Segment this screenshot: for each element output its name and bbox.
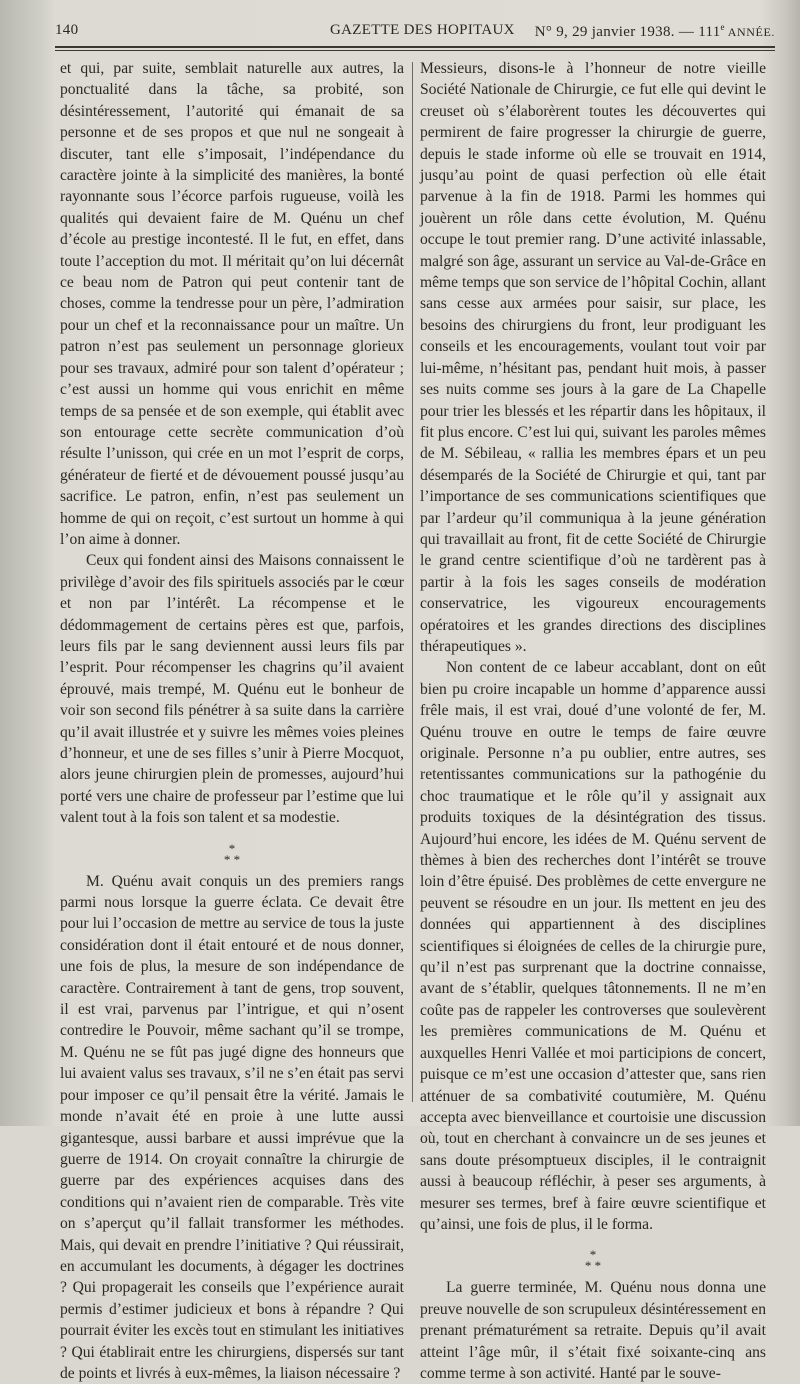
issue-date: N° 9, 29 janvier 1938. — 111 [534,24,721,40]
section-separator: * * * [223,840,241,867]
header-rule-thick [55,46,775,48]
paragraph: Ceux qui fondent ainsi des Maisons connaissent le privilège d’avoir des fils spirituels associés par le cœur et non par l’intérêt. La récompense et le dédommagement de certains pères est que, parfois, leurs fils par le sang deviennent aussi leurs fils par l’esprit. Pour récompenser les chagrins qu’il avaient éprouvé, mais trempé, M. Quénu eut le bonheur de voir son second fils pénétrer à sa suite dans la carrière qu’il avait illustrée et y suivre les mêmes voies pleines d’honneur, et une de ses filles s’unir à Pierre Mocquot, alors jeune chirurgien plein de promesses, aujourd’hui porté vers une chaire de professeur par l’estime que lui valent tout à la fois son talent et sa modestie. [60,552,404,827]
paragraph: M. Quénu avait conquis un des premiers rangs parmi nous lorsque la guerre éclata. Ce devait être pour lui l’occasion de mettre au service de tous la juste considération dont il était entouré et de nous donner, une fois de plus, la mesure de son indépendance de caractère. Contrairement à tant de gens, trop souvent, il est vrai, parvenus par l’intrigue, et qui n’osent contredire le Pouvoir, même sachant qu’il se trompe, M. Quénu ne se fût pas jugé digne des honneurs que lui avaient valus ses travaux, s’il ne s’en était pas servi pour imposer ce qu’il pensait être la vérité. Jamais le monde n’avait été en proie à une lutte aussi gigantesque, aussi barbare et aussi imprévue que la guerre de 1914. On croyait connaître la chirurgie de guerre par des expériences acquises dans des conditions qui n’avaient rien de comparable. Très vite on s’aperçut qu’il fallait transformer les méthodes. Mais, qui devait en prendre l’initiative ? Qui réussirait, en accumulant les documents, à dégager les doctrines ? Qui propagerait les conseils que l’expérience aurait permis d’estimer judicieux et bons à répandre ? Qui pourrait éviter les excès tout en stimulant les initiatives ? Qui établirait entre les chirurgiens, dispersés sur tant de points et livrés à eux-mêmes, la liaison nécessaire ? [60,872,404,1382]
paragraph: La guerre terminée, M. Quénu nous donna une preuve nouvelle de son scrupuleux désintéressement en prenant prématurément sa retraite. Depuis qu’il avait atteint l’âge mûr, il s’était fixé soixante-cinq ans comme terme à son activité. Hanté par le souve- [420,1279,766,1382]
paragraph: et qui, par suite, semblait naturelle aux autres, la ponctualité dans la tâche, sa probité, son désintéressement, l’autorité qui émanait de sa personne et de ses propos et que nul ne songeait à discuter, tant elle s’imposait, l’indépendance du caractère jointe à la simplicité des manières, la bonté rayonnante sous l’écorce parfois rugueuse, voilà les qualités qui devaient faire de M. Quénu un chef d’école au prestige incontesté. Il le fut, en effet, dans toute l’acception du mot. Il méritait qu’on lui décernât ce beau nom de Patron qui peut contenir tant de choses, comme la tendresse pour un père, l’admiration pour un chef et la reconnaissance pour un maître. Un patron n’est pas seulement un personnage glorieux pour ses travaux, admiré pour son talent d’opérateur ; c’est aussi un homme qui vous enrichit en même temps de sa pensée et de son exemple, qui établit avec son entourage cette secrète communication d’où résulte l’unisson, qui crée en un mot l’esprit de corps, générateur de fierté et de dévouement poussé jusqu’au sacrifice. Le patron, enfin, n’est pas seulement un homme de qui on reçoit, c’est surtout un homme à qui l’on aime à donner. [60,60,404,548]
issue-annee: ANNÉE. [724,25,775,39]
left-column [60,58,404,1384]
issue-sup: e [720,22,725,32]
paragraph: Non content de ce labeur accablant, dont on eût bien pu croire incapable un homme d’apparence aussi frêle mais, il est vrai, doué d’une volonté de fer, M. Quénu trouve en outre le temps de faire œuvre originale. Personne n’a pu oublier, entre autres, ses retentissantes communications sur la pathogénie du choc traumatique et le rôle qu’il y assignait aux produits toxiques de la désintégration des tissus. Aujourd’hui encore, les idées de M. Quénu servent de thèmes à bien des recherches dont l’intérêt se trouve loin d’être épuisé. Des problèmes de cette envergure ne peuvent se résoudre en un jour. Ils mettent en jeu des données qui appartiennent à des disciplines scientifiques si éloignées de celles de la chirurgie pure, qu’il n’est pas surprenant que la doctrine connaisse, avant de s’établir, quelques tâtonnements. Il ne m’en coûte pas de rappeler les controverses que soulevèrent les premières communications de M. Quénu et auxquelles Henri Vallée et moi participions de concert, puisque ce m’est une occasion d’attester que, sans rien atténuer de sa combativité coutumière, M. Quénu accepta avec bienveillance et courtoisie une discussion où, tout en cherchant à convaincre un de ses jeunes et sans doute présomptueux disciples, il le contraignit aussi à beaucoup réfléchir, à peser ses arguments, à mesurer ses termes, bref à faire œuvre scientifique et qu’ainsi, une fois de plus, il le forma. [420,659,766,1233]
page-number: 140 [55,22,79,38]
column-divider [412,62,413,1102]
header-rule-thin [55,50,775,51]
right-column [420,58,766,1384]
issue-info [535,22,775,41]
paragraph: Messieurs, disons-le à l’honneur de notre vieille Société Nationale de Chirurgie, ce fut elle qui devint le creuset où s’élaborèrent toutes les découvertes qui permirent de faire progresser la chirurgie de guerre, depuis le stade informe où elle se trouvait en 1914, jusqu’au point de quasi perfection où elle était parvenue à la fin de 1918. Parmi les hommes qui jouèrent un rôle dans cette évolution, M. Quénu occupe le tout premier rang. D’une activité inlassable, malgré son âge, assurant un service au Val-de-Grâce en même temps que son service de l’hôpital Cochin, allant sans cesse aux armées pour saisir, sur place, les besoins des chirurgiens du front, leur prodiguant les conseils et les encouragements, voulant tout voir par lui-même, n’hésitant pas, pendant huit mois, à passer ses nuits comme ses jours à la gare de La Chapelle pour trier les blessés et les répartir dans les hôpitaux, il fit plus encore. C’est lui qui, suivant les paroles mêmes de M. Sébileau, « rallia les membres épars et un peu désemparés de la Société de Chirurgie et qui, tant par l’importance de ses communications scientifiques que par l’ardeur qu’il communiqua à la jeune génération qui travaillait au front, fit de cette Société de Chirurgie le grand centre scientifique d’où ne tardèrent pas à partir à la fois les sages conseils de modération conservatrice, les vigoureux encouragements opératoires et les grandes directions des disciplines thérapeutiques ». [420,60,767,655]
page-header [55,22,775,44]
journal-title: GAZETTE DES HOPITAUX [330,22,515,38]
section-separator: * * * [584,1247,602,1274]
